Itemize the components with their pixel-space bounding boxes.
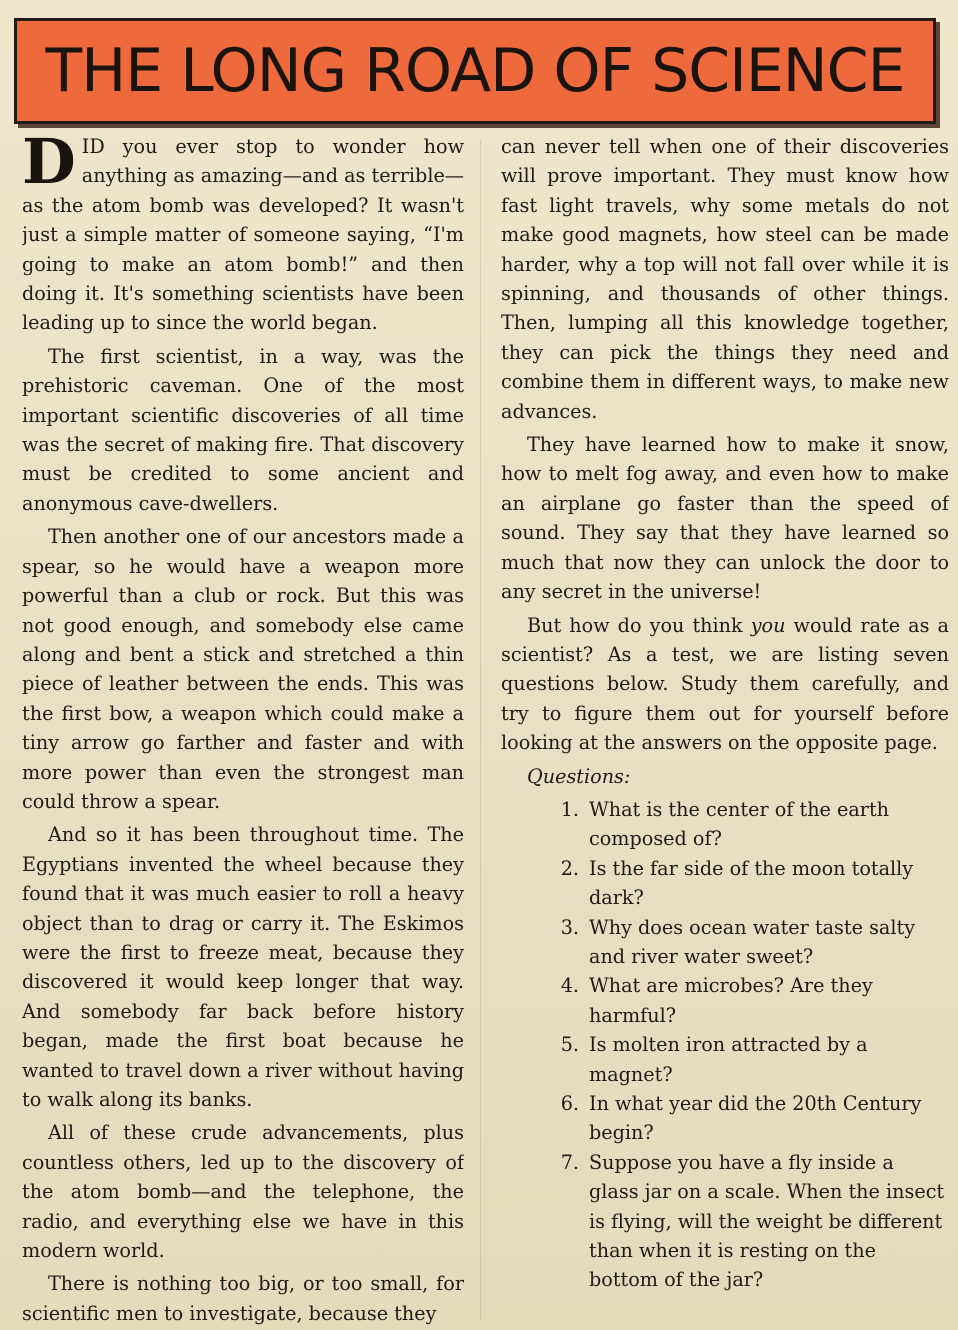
question-text: In what year did the 20th Century begin? <box>589 1092 922 1145</box>
question-item <box>501 795 949 854</box>
test-text-emphasis: you <box>750 613 786 637</box>
paragraph-continuation: can never tell when one of their discoveries will prove important. They must know how fast light travels, why some metals do not make good magnets, how steel can be made harder, why a top will not fall over while it is spinning, and thousands of other things. Then, lumping all this knowledge together, they can pick the things they need and combine them in different ways, to make new advances. <box>501 135 949 423</box>
drop-cap: D <box>22 132 76 198</box>
page-title: THE LONG ROAD OF SCIENCE <box>45 36 905 106</box>
question-item <box>501 1089 949 1148</box>
title-banner <box>14 18 936 124</box>
question-number: 5. <box>560 1033 579 1057</box>
column-gutter <box>480 140 481 1320</box>
paragraph-5: All of these crude advancements, plus countless others, led up to the discovery of the atom bomb—and the telephone, the radio, and everything else we have in this modern world. <box>22 1121 464 1263</box>
test-text-before: But how do you think <box>527 613 751 637</box>
paragraph-2: The first scientist, in a way, was the prehistoric caveman. One of the most important scientific discoveries of all time was the secret of making fire. That discovery must be credited to some ancient and anonymous cave-dwellers. <box>22 344 464 515</box>
question-text: What are microbes? Are they harmful? <box>589 974 873 1027</box>
question-number: 1. <box>560 797 579 821</box>
questions-heading: Questions: <box>527 764 631 788</box>
question-text: Is molten iron attracted by a magnet? <box>589 1033 868 1086</box>
paragraph-3: Then another one of our ancestors made a spear, so he would have a weapon more powerful than a club or rock. But this was not good enough, and somebody else came along and bent a stick and stretched a thin piece of leather between the ends. This was the first bow, a weapon which could make a tiny arrow go farther and faster and with more power than even the strongest man could throw a spear. <box>22 525 464 813</box>
question-number: 6. <box>560 1092 579 1115</box>
test-text-after: would rate as a scientist? As a test, we are listing seven questions below. Study them carefully, and try to figure them out for yourself before looking at the answers on the opposite page. <box>501 613 949 755</box>
paragraph-6: There is nothing too big, or too small, for scientific men to investigate, because they <box>22 1272 464 1325</box>
question-text: Why does ocean water taste salty and river water sweet? <box>589 915 916 968</box>
left-column <box>22 132 464 1328</box>
paragraph-4: And so it has been throughout time. The Egyptians invented the wheel because they found that it was much easier to roll a heavy object than to drag or carry it. The Eskimos were the first to freeze meat, because they discovered it would keep longer that way. And somebody far back before history began, made the first boat because he wanted to travel down a river without having to walk along its banks. <box>22 823 464 1111</box>
question-item <box>501 1030 949 1089</box>
paragraph-test <box>501 611 949 758</box>
paragraph-1 <box>22 132 464 338</box>
question-number: 2. <box>560 856 579 880</box>
right-column <box>501 132 949 1328</box>
paragraph-7: They have learned how to make it snow, how to melt fog away, and even how to make an airplane go faster than the speed of sound. They say that they have learned so much that now they can unlock the door to any secret in the universe! <box>501 433 949 604</box>
paragraph-1-text: ID you ever stop to wonder how anything as amazing—and as terrible—as the atom bomb was developed? It wasn't just a simple matter of someone saying, “I'm going to make an atom bomb!” and then doing it. It's something scientists have been leading up to since the world began. <box>22 135 464 335</box>
question-number: 7. <box>560 1150 579 1174</box>
question-item <box>501 854 949 913</box>
question-text: Is the far side of the moon totally dark? <box>589 856 914 910</box>
question-item <box>501 971 949 1030</box>
question-item <box>501 913 949 972</box>
questions-list <box>501 795 949 1295</box>
question-number: 3. <box>560 915 579 939</box>
question-text: What is the center of the earth composed of? <box>589 797 890 851</box>
question-number: 4. <box>560 974 579 998</box>
question-item <box>501 1148 949 1295</box>
question-text: Suppose you have a fly inside a glass jar on a scale. When the insect is flying, will the weight be different than when it is resting on the bottom of the jar? <box>589 1150 945 1292</box>
